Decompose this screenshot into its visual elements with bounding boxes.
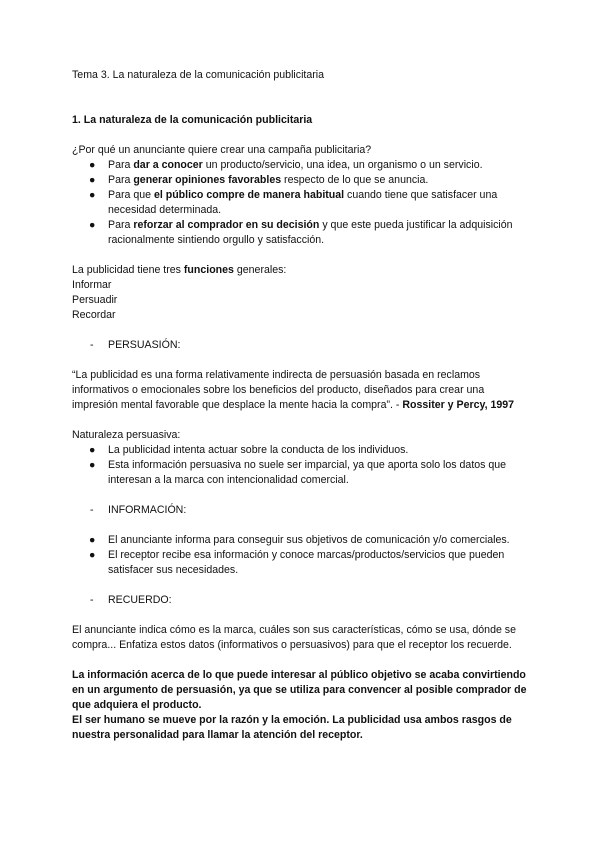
bullet-icon: ● — [89, 189, 96, 201]
informacion-label: - INFORMACIÓN: — [90, 504, 187, 516]
list-item: ● Para que el público compre de manera habitual cuando tiene que satisfacer una necesidad determinada. — [89, 189, 498, 216]
bullet-icon: ● — [89, 549, 96, 561]
list-item: ● Para reforzar al comprador en su decisión y que este pueda justificar la adquisición racionalmente sintiendo orgullo y satisfacción. — [89, 219, 513, 246]
conclusion-paragraph-1: La información acerca de lo que puede interesar al público objetivo se acaba convirtiendo en un argumento de persuasión, ya que se utiliza para convencer al posible comprador de que adquiera el producto. — [72, 669, 527, 711]
bullet-icon: ● — [89, 534, 96, 546]
bullet-icon: ● — [89, 159, 96, 171]
bullet-icon: ● — [89, 219, 96, 231]
question-text: ¿Por qué un anunciante quiere crear una campaña publicitaria? — [72, 144, 372, 156]
persuasion-quote: “La publicidad es una forma relativamente indirecta de persuasión basada en reclamos informativos o emocionales sobre los beneficios del producto, diseñados para crear una impresión mental favorable que desplace la mente hacia la compra”. - Rossiter y Percy, 1997 — [72, 369, 515, 411]
function-item: Informar — [72, 279, 112, 291]
bullet-icon: ● — [89, 459, 96, 471]
conclusion-paragraph-2: El ser humano se mueve por la razón y la emoción. La publicidad usa ambos rasgos de nuestra personalidad para llamar la atención del receptor. — [72, 714, 512, 741]
bullet-icon: ● — [89, 174, 96, 186]
quote-author: Rossiter y Percy, 1997 — [402, 399, 515, 411]
document-title: Tema 3. La naturaleza de la comunicación publicitaria — [72, 69, 325, 81]
list-item: ● El receptor recibe esa información y conoce marcas/productos/servicios que pueden satisfacer sus necesidades. — [89, 549, 505, 576]
section-heading: 1. La naturaleza de la comunicación publicitaria — [72, 114, 313, 126]
purpose-list — [72, 158, 530, 248]
persuasion-label: - PERSUASIÓN: — [90, 339, 181, 351]
list-item: ● Para dar a conocer un producto/servicio, una idea, un organismo o un servicio. — [89, 159, 483, 171]
function-item: Persuadir — [72, 294, 118, 306]
function-item: Recordar — [72, 309, 116, 321]
functions-intro: La publicidad tiene tres funciones generales: — [72, 264, 287, 276]
list-item: ● Para generar opiniones favorables respecto de lo que se anuncia. — [89, 174, 429, 186]
informacion-list — [72, 533, 530, 578]
recuerdo-label: - RECUERDO: — [90, 594, 172, 606]
list-item: ● Esta información persuasiva no suele ser imparcial, ya que aporta solo los datos que interesan a la marca con intencionalidad comercial. — [89, 459, 507, 486]
nature-title: Naturaleza persuasiva: — [72, 429, 181, 441]
list-item: ● La publicidad intenta actuar sobre la conducta de los individuos. — [89, 444, 409, 456]
persuasion-list — [72, 443, 530, 488]
bullet-icon: ● — [89, 444, 96, 456]
list-item: ● El anunciante informa para conseguir sus objetivos de comunicación y/o comerciales. — [89, 534, 510, 546]
document-page — [72, 68, 530, 743]
recuerdo-text: El anunciante indica cómo es la marca, cuáles son sus características, cómo se usa, dónde se compra... Enfatiza estos datos (informativos o persuasivos) para que el receptor los recuerde. — [72, 624, 516, 651]
